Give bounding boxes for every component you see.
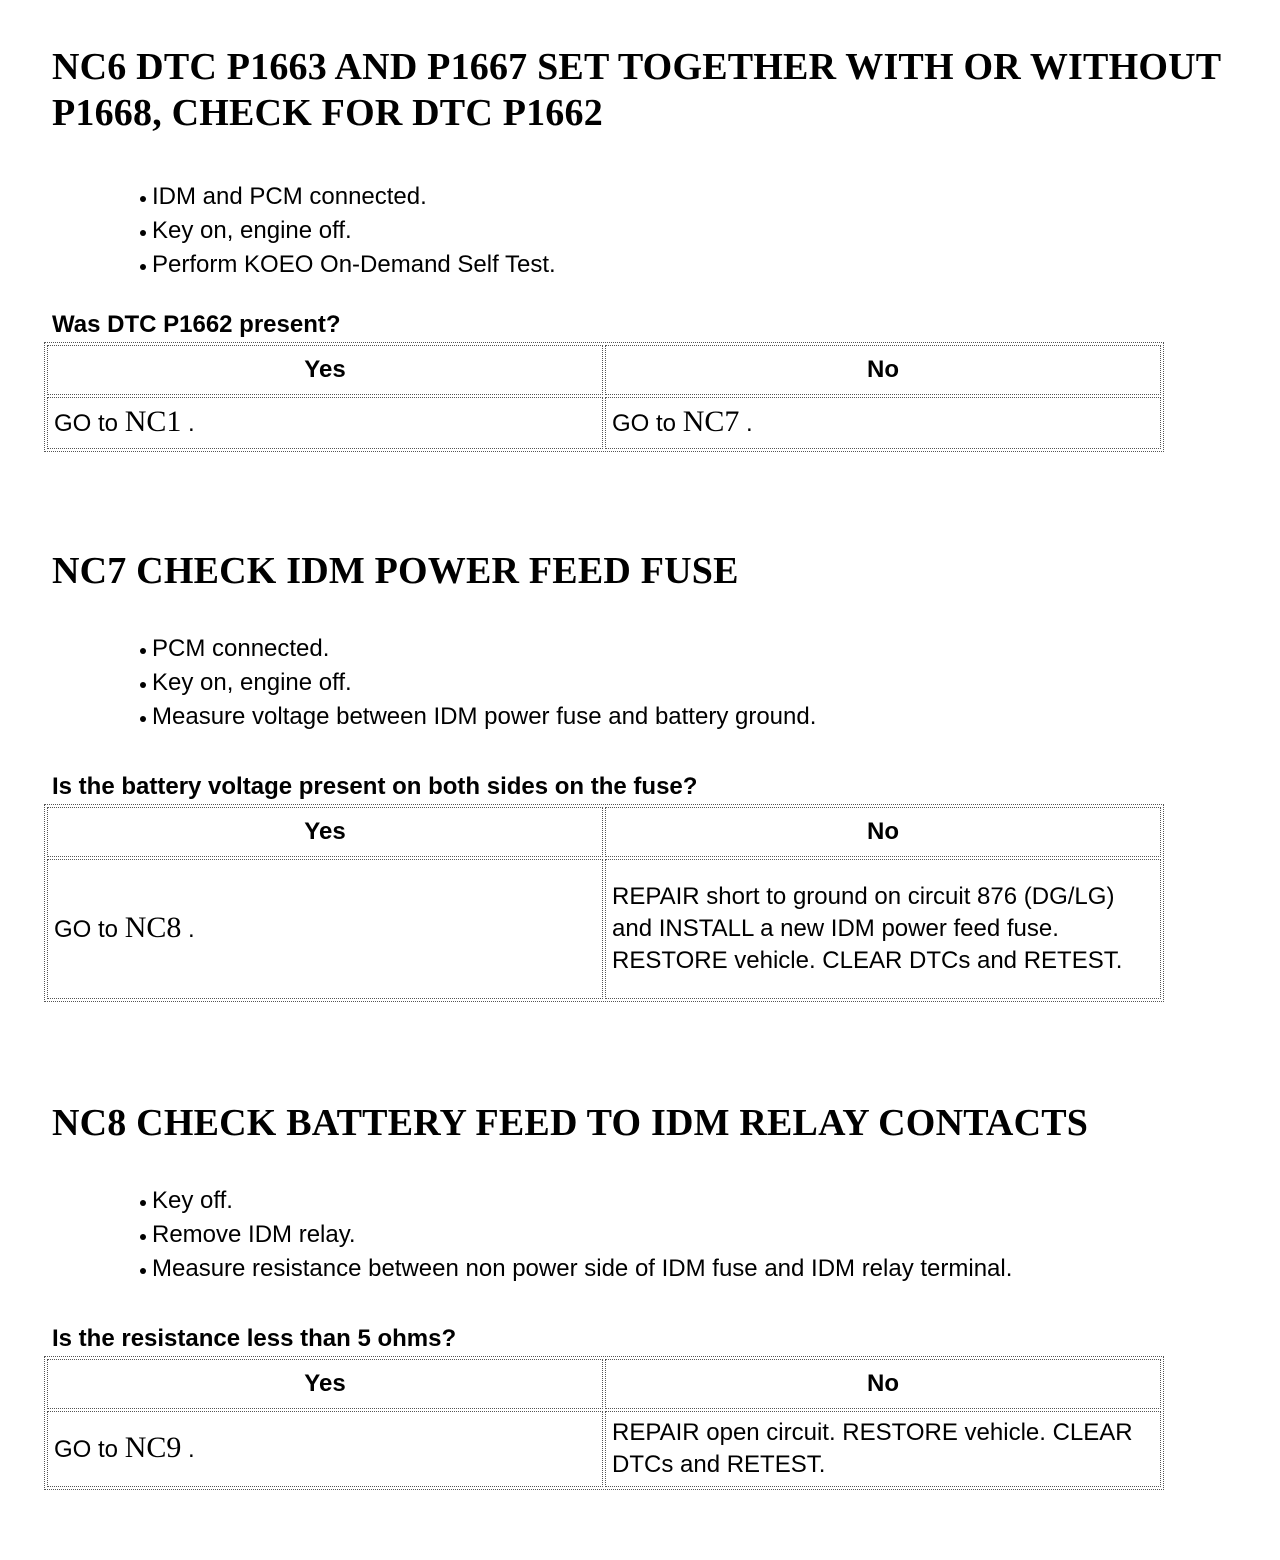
yes-cell [47, 1411, 603, 1487]
table-row [47, 397, 1161, 449]
go-to-nc8-link[interactable]: NC8 [124, 911, 182, 944]
go-suffix: . [181, 410, 195, 437]
step-item: Perform KOEO On-Demand Self Test. [136, 248, 1252, 282]
table-row [47, 859, 1161, 999]
no-header: No [605, 1359, 1161, 1409]
no-header: No [605, 807, 1161, 857]
step-item: Measure resistance between non power side of IDM fuse and IDM relay terminal. [136, 1252, 1252, 1286]
go-prefix: GO to [54, 1436, 125, 1463]
no-cell: REPAIR open circuit. RESTORE vehicle. CLEAR DTCs and RETEST. [605, 1411, 1161, 1487]
go-to-nc1-link[interactable]: NC1 [124, 405, 182, 438]
section-title: NC8 CHECK BATTERY FEED TO IDM RELAY CONTACTS [52, 1102, 1089, 1144]
no-cell [605, 397, 1161, 449]
go-prefix: GO to [54, 916, 125, 943]
go-to-nc7-link[interactable]: NC7 [682, 405, 740, 438]
yes-cell [47, 397, 603, 449]
go-suffix: . [739, 410, 753, 437]
decision-table [44, 1356, 1164, 1490]
table-header-row [47, 807, 1161, 857]
question-text: Is the resistance less than 5 ohms? [52, 1325, 457, 1352]
yes-header: Yes [47, 345, 603, 395]
go-suffix: . [181, 1436, 195, 1463]
yes-cell [47, 859, 603, 999]
section-nc6 [52, 44, 1252, 438]
table-header-row [47, 345, 1161, 395]
decision-table [44, 804, 1164, 1002]
no-cell: REPAIR short to ground on circuit 876 (DG/LG) and INSTALL a new IDM power feed fuse. RESTORE vehicle. CLEAR DTCs and RETEST. [605, 859, 1161, 999]
section-title: NC6 DTC P1663 AND P1667 SET TOGETHER WITH OR WITHOUT P1668, CHECK FOR DTC P1662 [52, 46, 1221, 134]
yes-header: Yes [47, 1359, 603, 1409]
step-item: Key off. [136, 1184, 1252, 1218]
go-prefix: GO to [612, 410, 683, 437]
step-item: Key on, engine off. [136, 666, 1252, 700]
step-list [52, 180, 1252, 282]
step-item: Key on, engine off. [136, 214, 1252, 248]
step-item: Remove IDM relay. [136, 1218, 1252, 1252]
go-suffix: . [181, 916, 195, 943]
step-item: Measure voltage between IDM power fuse and battery ground. [136, 700, 1252, 734]
yes-header: Yes [47, 807, 603, 857]
step-item: PCM connected. [136, 632, 1252, 666]
no-header: No [605, 345, 1161, 395]
go-to-nc9-link[interactable]: NC9 [124, 1431, 182, 1464]
section-title: NC7 CHECK IDM POWER FEED FUSE [52, 550, 739, 592]
step-list [52, 632, 1252, 734]
table-row [47, 1411, 1161, 1487]
go-prefix: GO to [54, 410, 125, 437]
question-text: Is the battery voltage present on both sides on the fuse? [52, 773, 698, 800]
decision-table [44, 342, 1164, 452]
section-nc7 [52, 548, 1252, 974]
table-header-row [47, 1359, 1161, 1409]
question-text: Was DTC P1662 present? [52, 311, 341, 338]
section-nc8 [52, 1100, 1252, 1478]
step-item: IDM and PCM connected. [136, 180, 1252, 214]
step-list [52, 1184, 1252, 1286]
